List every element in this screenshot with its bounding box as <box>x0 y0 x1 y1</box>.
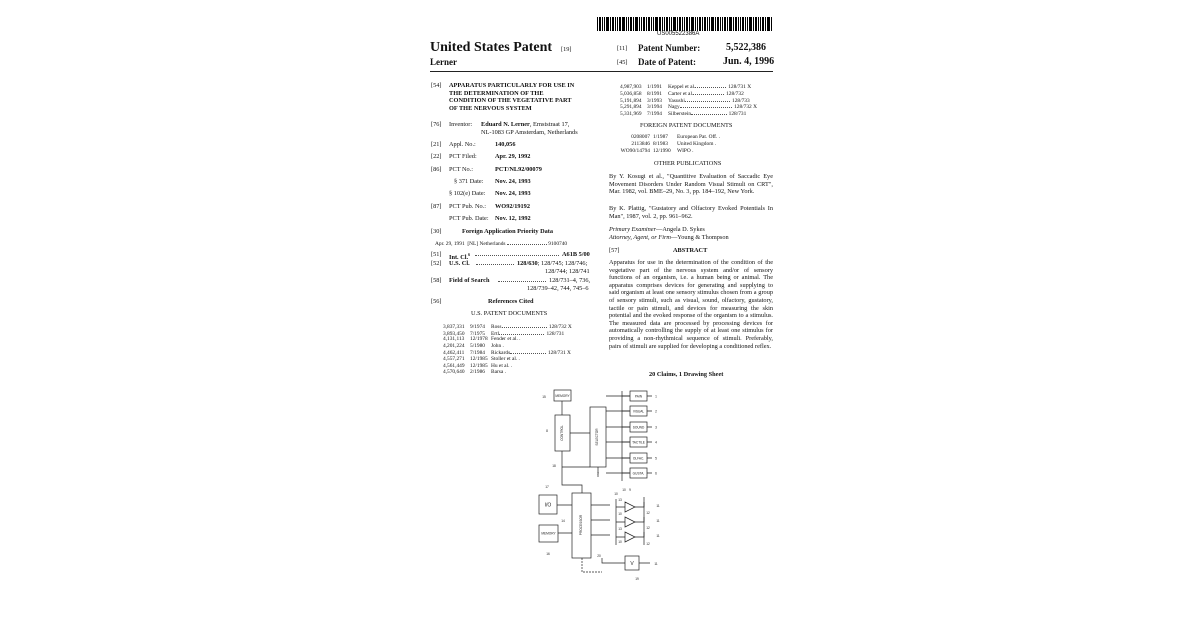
foreign-priority-date: Apr. 29, 1991 <box>435 241 465 247</box>
output-label-sound: SOUND <box>632 425 645 430</box>
barcode-bar <box>747 17 748 31</box>
leader-dots <box>507 240 547 245</box>
title-line-4: OF THE NERVOUS SYSTEM <box>449 104 532 112</box>
reference-no: 4,557,271 <box>443 356 465 362</box>
block-diagram <box>530 385 680 585</box>
country-title: United States Patent <box>430 40 553 55</box>
reference-no: 4,570,640 <box>443 369 465 376</box>
ref-16: 16 <box>546 552 550 556</box>
foreign-doc-office: WIPO . <box>677 148 694 154</box>
barcode-bar <box>599 17 601 31</box>
output-label-gusta: GUSTA. <box>632 471 645 476</box>
pct-no-label: PCT No.: <box>449 166 474 173</box>
attorney-value: —Young & Thompson <box>670 234 729 241</box>
barcode-bar <box>597 17 598 31</box>
reference-date: 1/1991 <box>647 84 662 90</box>
reference-cls: 128/731 X <box>728 84 752 90</box>
barcode-bar <box>677 17 678 31</box>
barcode-bar <box>617 17 618 31</box>
foreign-doc-date: 1/1987 <box>653 134 668 140</box>
reference-date: 12/1985 <box>470 356 488 362</box>
barcode-bar <box>682 17 683 31</box>
output-ref-5: 5 <box>655 456 657 461</box>
reference-row <box>443 369 508 376</box>
kind-code: [19] <box>561 46 572 53</box>
barcode-bar <box>762 17 764 31</box>
barcode-bar <box>689 17 690 31</box>
reference-date: 7/1975 <box>470 330 485 337</box>
inventor-name: Eduard N. Lerner <box>481 121 530 128</box>
search-value-2: 128/739–42, 744, 745–6 <box>527 284 589 292</box>
leader-dots <box>680 103 732 108</box>
reference-date: 3/1994 <box>647 104 662 111</box>
barcode-bar <box>612 17 614 31</box>
examiner-value: —Angela D. Sykes <box>656 226 705 233</box>
barcode-bar <box>648 17 650 31</box>
ref-11d: 11 <box>654 562 658 566</box>
barcode-bar <box>745 17 746 31</box>
reference-date: 9/1974 <box>470 324 485 330</box>
barcode-bar <box>643 17 645 31</box>
uscl-label: U.S. Cl. <box>449 260 470 267</box>
abstract-title: ABSTRACT <box>673 247 708 254</box>
leader-dots <box>695 83 726 88</box>
ref-15: 15 <box>542 395 546 399</box>
barcode-bar <box>604 17 605 31</box>
foreign-doc-date: 8/1983 <box>653 141 668 147</box>
barcode-bar <box>760 17 761 31</box>
ref-11b: 11 <box>656 519 660 523</box>
barcode-bar <box>767 17 770 31</box>
ref-8: 8 <box>546 429 548 433</box>
patent-number-value: 5,522,386 <box>726 42 766 53</box>
barcode-bar <box>615 17 616 31</box>
barcode-bar <box>709 17 710 31</box>
barcode-bar <box>630 17 632 31</box>
barcode-bar <box>740 17 741 31</box>
ref-10d: 10 <box>614 492 618 496</box>
inventor-surname: Lerner <box>430 57 457 67</box>
intcl-code: [51] <box>431 251 442 258</box>
reference-name: Barsa . <box>491 369 506 376</box>
s102-label: § 102(e) Date: <box>449 190 486 197</box>
date-code: [45] <box>617 59 628 66</box>
io-label: I/O <box>544 502 552 509</box>
barcode-bar <box>727 17 728 31</box>
reference-no: 3,893,450 <box>443 330 465 337</box>
other-pubs-title: OTHER PUBLICATIONS <box>654 160 722 167</box>
ref-10a: 10 <box>618 512 622 516</box>
ref-12c: 12 <box>646 542 650 546</box>
ref-17: 17 <box>545 485 549 489</box>
reference-date: 5/1980 <box>470 342 485 349</box>
reference-no: 3,837,331 <box>443 324 465 330</box>
appl-value: 140,056 <box>495 141 516 148</box>
search-value-1: 128/731–4, 736, <box>549 277 591 284</box>
title-line-2: THE DETERMINATION OF THE <box>449 89 544 97</box>
pub-no-label: PCT Pub. No.: <box>449 203 486 210</box>
abstract-text: Apparatus for use in the determination of the condition of the vegetative part of the nervous system and/or of sensory functions of an organism, i.e. a human being or animal. The apparatus comprises devices for generating and supplying to said organism at least one sensory stimulus chosen from a group of sensory stimuli, such as visual, sound, olfactory, gustatory, tactile or pain stimuli, and devices for measuring the skin potential and the evoked response of the organism to a stimulus. The measured data are processed by processing devices for automatically controlling the supply of at least one stimulus for providing a non-rhythmical sequence of stimuli. Preferably, pairs of stimuli are supplied for developing a conditioned reflex. <box>609 259 773 350</box>
output-ref-1: 1 <box>655 394 657 399</box>
reference-name: Ross <box>491 324 502 330</box>
reference-date: 8/1991 <box>647 90 662 97</box>
barcode-bar <box>765 17 766 31</box>
barcode-number: US005522386A <box>657 31 700 37</box>
reference-date: 2/1986 <box>470 369 485 376</box>
refs-code: [56] <box>431 298 442 305</box>
reference-name: John . <box>491 342 504 349</box>
barcode-bar <box>622 17 625 31</box>
barcode-bar <box>702 17 703 31</box>
reference-no: 5,036,858 <box>620 90 642 97</box>
barcode-bar <box>691 17 694 31</box>
barcode-bar <box>738 17 739 31</box>
reference-cls: 128/731 X <box>547 350 571 357</box>
reference-name: Nagy <box>668 104 680 111</box>
pct-filed-value: Apr. 29, 1992 <box>495 153 531 160</box>
leader-dots <box>499 330 544 335</box>
barcode-bar <box>662 17 663 31</box>
uscl-rest-2: 128/744; 128/741 <box>545 267 590 275</box>
ref-13b: 13 <box>618 527 622 531</box>
reference-no: 4,561,449 <box>443 362 465 369</box>
barcode-bar <box>646 17 647 31</box>
barcode-bar <box>686 17 688 31</box>
foreign-doc-row <box>612 148 693 155</box>
reference-no: 5,331,969 <box>620 111 642 118</box>
title-code: [54] <box>431 82 442 89</box>
output-ref-6: 6 <box>655 471 657 476</box>
leader-dots <box>693 90 724 95</box>
header-rule <box>430 71 773 72</box>
barcode-bar <box>653 17 654 31</box>
ref-11c: 11 <box>656 534 660 538</box>
examiner-label: Primary Examiner <box>609 226 657 233</box>
pct-no-code: [86] <box>431 166 442 173</box>
foreign-doc-office: United Kingdom . <box>677 141 717 147</box>
foreign-doc-no: WO90/14794 <box>620 148 650 154</box>
reference-cls: 128/731 <box>546 330 565 337</box>
search-label: Field of Search <box>449 277 490 284</box>
foreign-priority-country: [NL] Netherlands <box>467 241 506 247</box>
reference-name: Rickards <box>491 350 511 357</box>
reference-date: 7/1994 <box>647 111 662 118</box>
barcode-bar <box>758 17 759 31</box>
barcode-bar <box>664 17 665 31</box>
intcl-label: Int. Cl. <box>449 254 469 262</box>
foreign-doc-no: 0208007 <box>631 134 650 140</box>
barcode-bar <box>659 17 661 31</box>
reference-name: Hu et al. . <box>491 362 513 369</box>
barcode-bar <box>619 17 621 31</box>
barcode-bar <box>602 17 603 31</box>
pct-filed-code: [22] <box>431 153 442 160</box>
reference-name: Silberstein <box>668 111 692 118</box>
reference-name: Stoller et al. . <box>491 356 520 362</box>
barcode <box>597 17 773 31</box>
ref-9: 9 <box>629 488 631 492</box>
barcode-bar <box>651 17 652 31</box>
refs-subtitle: U.S. PATENT DOCUMENTS <box>471 310 548 317</box>
pub-no-value: WO92/19192 <box>495 203 530 210</box>
uscl-value: 128/630 <box>517 260 538 267</box>
pub-date-label: PCT Pub. Date: <box>449 215 489 222</box>
processor-label: PROCESSOR <box>579 514 583 536</box>
output-label-pain: PAIN <box>634 394 643 399</box>
number-code: [11] <box>617 45 628 52</box>
barcode-bar <box>610 17 611 31</box>
v-label: V <box>630 561 634 567</box>
leader-dots <box>510 349 546 354</box>
date-label: Date of Patent: <box>638 57 696 67</box>
barcode-bar <box>717 17 719 31</box>
reference-no: 4,462,411 <box>443 350 465 357</box>
reference-no: 5,191,894 <box>620 97 642 104</box>
foreign-priority-title: Foreign Application Priority Data <box>462 228 554 235</box>
reference-cls: 128/732 X <box>548 324 572 330</box>
barcode-bar <box>626 17 627 31</box>
reference-name: Yasushi <box>668 97 685 104</box>
barcode-bar <box>704 17 706 31</box>
s102-value: Nov. 24, 1993 <box>495 190 531 197</box>
barcode-bar <box>606 17 609 31</box>
barcode-bar <box>635 17 638 31</box>
title-line-3: CONDITION OF THE VEGETATIVE PART <box>449 97 572 104</box>
ref-20: 20 <box>597 554 601 558</box>
reference-date: 7/1984 <box>470 350 485 357</box>
reference-no: 4,131,113 <box>443 336 465 343</box>
barcode-bar <box>633 17 634 31</box>
barcode-bar <box>639 17 640 31</box>
foreign-doc-office: European Pat. Off. . <box>677 134 721 140</box>
foreign-doc-date: 12/1990 <box>653 148 671 154</box>
leader-dots <box>502 323 547 328</box>
barcode-bar <box>699 17 701 31</box>
foreign-doc-row <box>612 134 720 141</box>
search-code: [58] <box>431 277 442 284</box>
barcode-bar <box>755 17 757 31</box>
memory-top-label: MEMORY <box>555 394 570 398</box>
inventor-code: [76] <box>431 121 442 128</box>
reference-name: Keppel et al. <box>668 84 696 90</box>
leader-dots <box>691 110 727 115</box>
ref-12b: 12 <box>646 526 650 530</box>
ref-10b: 10 <box>618 540 622 544</box>
intcl-value: A61B 5/00 <box>562 251 590 258</box>
barcode-bar <box>735 17 737 31</box>
leader-dots <box>685 97 730 102</box>
appl-code: [21] <box>431 141 442 148</box>
date-value: Jun. 4, 1996 <box>723 56 775 67</box>
barcode-bar <box>697 17 698 31</box>
foreign-priority-code: [30] <box>431 228 442 235</box>
ref-10c: 10 <box>622 488 626 492</box>
reference-name: Carter et al. <box>668 90 694 97</box>
leader-dots <box>498 281 546 282</box>
reference-no: 5,291,894 <box>620 104 642 111</box>
barcode-bar <box>628 17 629 31</box>
barcode-bar <box>724 17 726 31</box>
pct-no-value: PCT/NL92/00079 <box>495 166 542 173</box>
barcode-bar <box>720 17 721 31</box>
reference-date: 12/1985 <box>470 362 488 369</box>
barcode-bar <box>753 17 754 31</box>
output-label-tactile: TACTILE <box>632 440 645 445</box>
reference-no: 4,201,224 <box>443 342 465 349</box>
title-line-1: APPARATUS PARTICULARLY FOR USE IN <box>449 82 575 89</box>
claims-summary: 20 Claims, 1 Drawing Sheet <box>649 371 724 378</box>
memory-bottom-label: MEMORY <box>541 531 556 536</box>
foreign-priority-row <box>435 240 567 248</box>
inventor-address-1: , Ernststraat 17, <box>529 121 570 128</box>
foreign-priority-number: 9100740 <box>548 241 568 247</box>
publication-2: By K. Plattig, "Gustatory and Olfactory Evoked Potentials In Man", 1987, vol. 2, pp. 961–962. <box>609 205 773 220</box>
ref-11a: 11 <box>656 504 660 508</box>
foreign-doc-no: 2113846 <box>631 141 650 147</box>
ref-12a: 12 <box>646 511 650 515</box>
pct-filed-label: PCT Filed: <box>449 153 477 160</box>
publication-1: By Y. Kosugi et al., "Quantitive Evaluation of Saccadic Eye Movement Disorders Under Random Visual Stimuli on CRT", Mar. 1982, vol. BME–29, No. 3, pp. 184–192, New York. <box>609 173 773 196</box>
barcode-bar <box>669 17 670 31</box>
reference-cls: 128/732 <box>726 90 744 97</box>
leader-dots <box>476 264 514 265</box>
s371-value: Nov. 24, 1993 <box>495 178 531 185</box>
inventor-address-2: NL-1083 GP Amsterdam, Netherlands <box>481 128 578 136</box>
barcode-bar <box>707 17 708 31</box>
abstract-code: [57] <box>609 247 620 254</box>
selector-label: SELECTOR <box>595 428 599 446</box>
attorney-label: Attorney, Agent, or Firm <box>609 234 671 241</box>
reference-date: 3/1993 <box>647 97 662 104</box>
output-ref-2: 2 <box>655 409 657 414</box>
s371-label: § 371 Date: <box>454 178 484 185</box>
leader-dots <box>475 255 559 256</box>
barcode-bar <box>671 17 672 31</box>
output-ref-4: 4 <box>655 440 657 445</box>
barcode-bar <box>749 17 752 31</box>
uscl-code: [52] <box>431 260 442 267</box>
barcode-bar <box>715 17 716 31</box>
ref-14: 14 <box>561 519 565 523</box>
appl-label: Appl. No.: <box>449 141 476 148</box>
barcode-bar <box>673 17 676 31</box>
ref-7: 7 <box>597 472 599 476</box>
ref-13a: 13 <box>618 498 622 502</box>
barcode-bar <box>742 17 744 31</box>
output-label-olfac: OLFAC. <box>632 456 645 461</box>
patent-number-label: Patent Number: <box>638 43 701 53</box>
inventor-label: Inventor: <box>449 121 473 128</box>
barcode-bar <box>666 17 668 31</box>
reference-cls: 128/732 X <box>734 104 757 111</box>
barcode-bar <box>733 17 734 31</box>
reference-name: Ertl <box>491 330 500 337</box>
control-label: CONTROL <box>560 425 564 441</box>
output-label-visual: VISUAL <box>632 409 645 414</box>
foreign-doc-row <box>612 141 716 148</box>
reference-date: 12/1978 <box>470 336 488 343</box>
foreign-docs-title: FOREIGN PATENT DOCUMENTS <box>640 122 733 129</box>
barcode-bar <box>771 17 772 31</box>
reference-name: Fender et al. . <box>491 336 521 343</box>
ref-19: 19 <box>635 577 639 581</box>
ref-18: 18 <box>552 464 556 468</box>
pub-no-code: [87] <box>431 203 442 210</box>
reference-no: 4,987,903 <box>620 84 642 90</box>
barcode-bar <box>684 17 685 31</box>
barcode-bar <box>722 17 723 31</box>
barcode-bar <box>695 17 696 31</box>
output-ref-3: 3 <box>655 425 657 430</box>
barcode-bar <box>655 17 658 31</box>
pub-date-value: Nov. 12, 1992 <box>495 215 531 222</box>
reference-row <box>620 110 746 118</box>
reference-cls: 128/733 <box>732 97 750 104</box>
intcl-sup: 6 <box>468 252 471 257</box>
uscl-rest-1: ; 128/745; 128/746; <box>537 260 588 267</box>
barcode-bar <box>711 17 714 31</box>
barcode-bar <box>679 17 681 31</box>
refs-title: References Cited <box>488 298 534 305</box>
reference-cls: 128/731 <box>728 111 747 118</box>
barcode-bar <box>641 17 642 31</box>
barcode-bar <box>729 17 732 31</box>
